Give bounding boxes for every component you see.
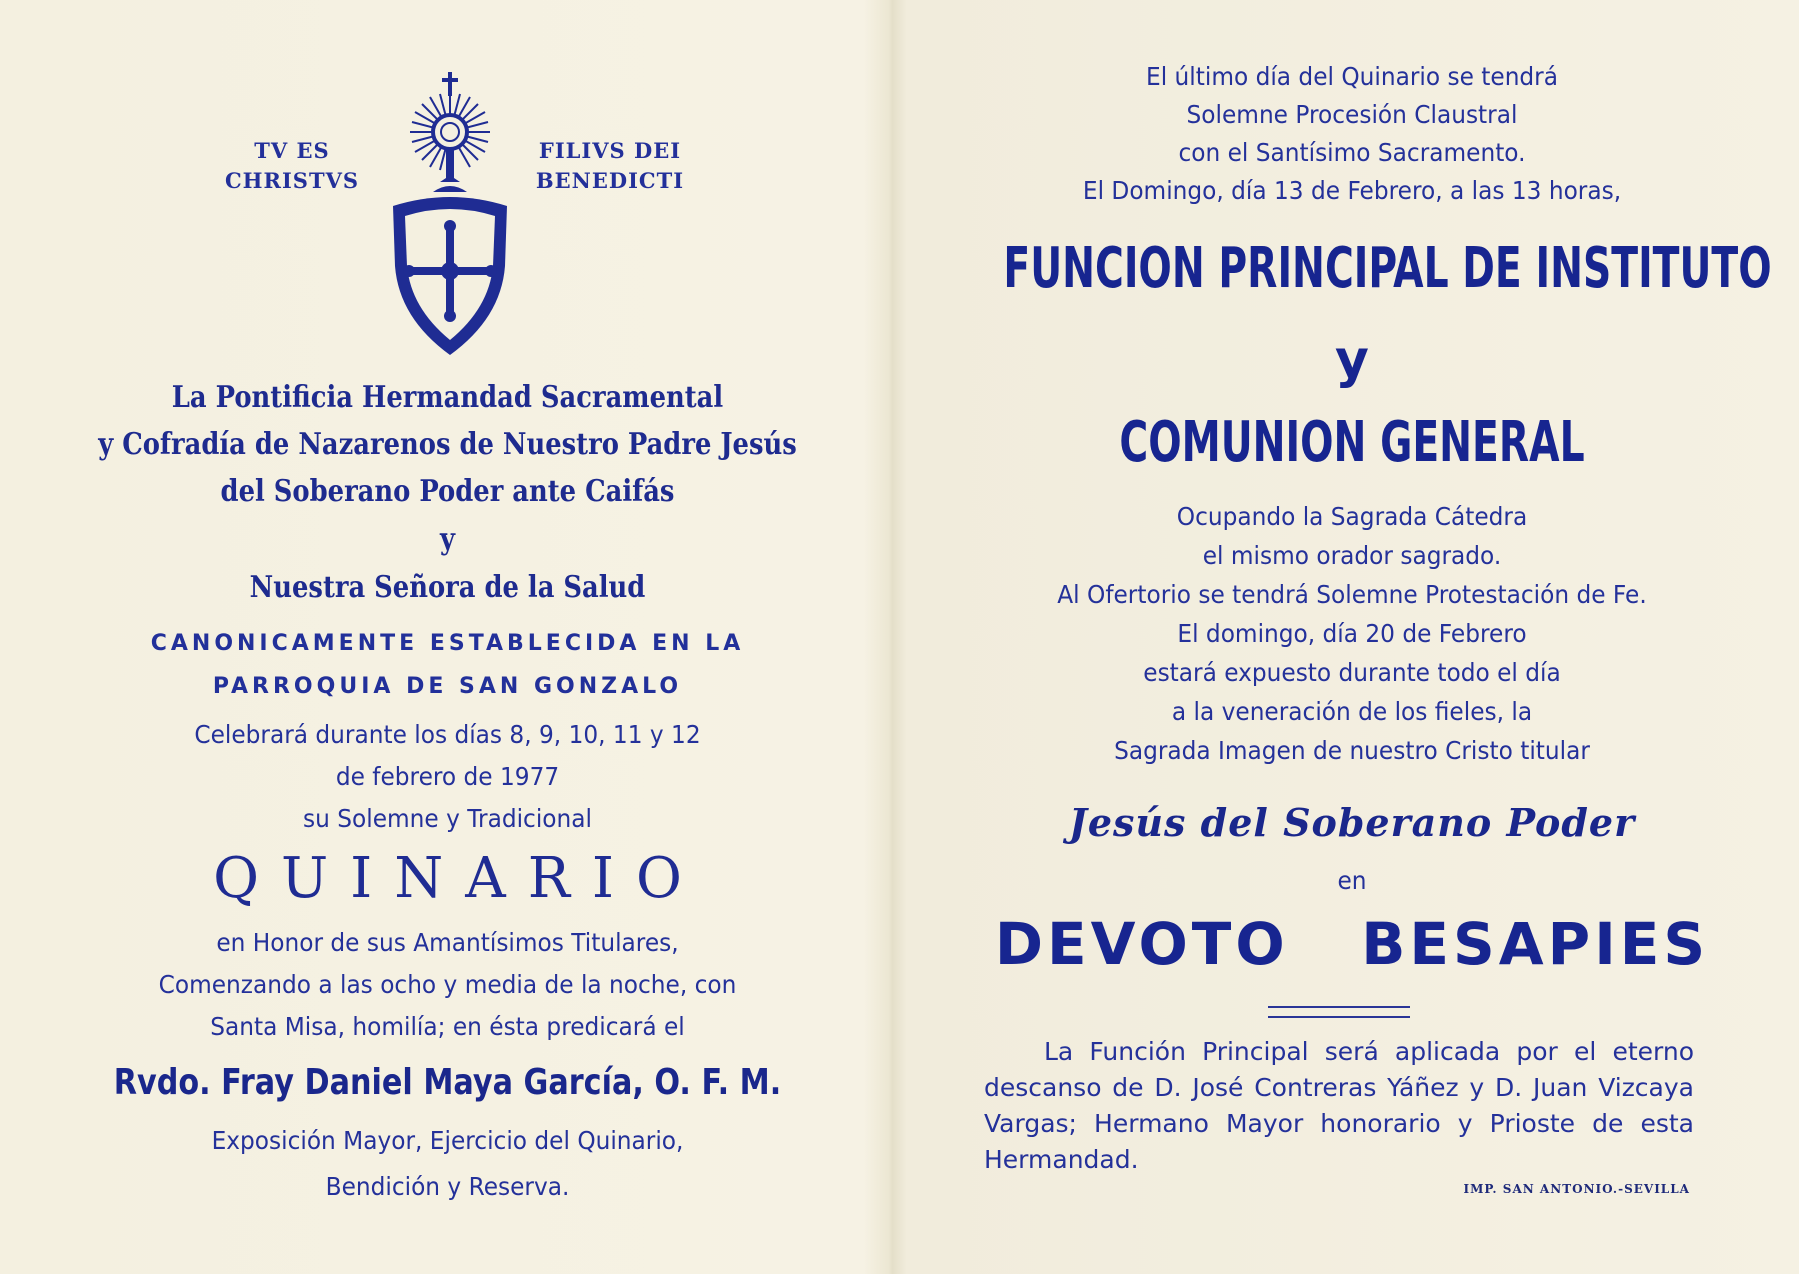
closing-line-1: Exposición Mayor, Ejercicio del Quinario, bbox=[211, 1126, 684, 1155]
headline-conjunction: y bbox=[1335, 330, 1369, 390]
details-line-7: Sagrada Imagen de nuestro Cristo titular bbox=[1114, 736, 1590, 765]
details-line-3: Al Ofertorio se tendrá Solemne Protestación de Fe. bbox=[1057, 580, 1647, 609]
brotherhood-line-4: Nuestra Señora de la Salud bbox=[249, 570, 646, 605]
motto-right: FILIVS DEI BENEDICTI bbox=[535, 138, 685, 193]
details-line-4: El domingo, día 20 de Febrero bbox=[1177, 619, 1527, 648]
details-line-1: Ocupando la Sagrada Cátedra bbox=[1176, 502, 1528, 531]
established-line-2: PARROQUIA DE SAN GONZALO bbox=[212, 674, 683, 699]
honor-line-1: en Honor de sus Amantísimos Titulares, bbox=[216, 928, 679, 957]
dedication-text: La Función Principal será aplicada por el eterno descanso de D. José Contreras Yáñez y D. Juan Vizcaya Vargas; Hermano Mayor honorario y Prioste de esta Hermandad. bbox=[984, 1037, 1694, 1174]
established-line-1: CANONICAMENTE ESTABLECIDA EN LA bbox=[150, 631, 745, 656]
intro-line-2: Solemne Procesión Claustral bbox=[1186, 100, 1518, 129]
honor-line-2: Comenzando a las ocho y media de la noche, con bbox=[158, 970, 737, 999]
image-title: Jesús del Soberano Poder bbox=[1068, 800, 1636, 845]
celebration-line-1: Celebrará durante los días 8, 9, 10, 11 y 12 bbox=[194, 720, 701, 749]
celebration-line-3: su Solemne y Tradicional bbox=[303, 804, 592, 833]
motto-left: TV ES CHRISTVS bbox=[224, 138, 360, 193]
brotherhood-line-3: del Soberano Poder ante Caifás bbox=[220, 474, 675, 509]
double-rule-divider bbox=[1268, 1006, 1410, 1018]
intro-line-3: con el Santísimo Sacramento. bbox=[1178, 138, 1526, 167]
brotherhood-conjunction: y bbox=[440, 522, 455, 557]
intro-line-1: El último día del Quinario se tendrá bbox=[1146, 62, 1558, 91]
brotherhood-line-2: y Cofradía de Nazarenos de Nuestro Padre Jesús bbox=[98, 427, 797, 462]
details-line-5: estará expuesto durante todo el día bbox=[1143, 658, 1561, 687]
brotherhood-line-1: La Pontificia Hermandad Sacramental bbox=[171, 380, 724, 415]
headline-comunion-general: COMUNION GENERAL bbox=[1119, 410, 1585, 475]
closing-line-2: Bendición y Reserva. bbox=[325, 1172, 570, 1201]
celebration-line-2: de febrero de 1977 bbox=[335, 762, 560, 791]
left-panel bbox=[0, 0, 895, 1274]
preacher-name: Rvdo. Fray Daniel Maya García, O. F. M. bbox=[113, 1062, 782, 1103]
printer-imprint: IMP. SAN ANTONIO.-SEVILLA bbox=[1463, 1182, 1690, 1196]
intro-line-4: El Domingo, día 13 de Febrero, a las 13 horas, bbox=[1082, 176, 1622, 205]
honor-line-3: Santa Misa, homilía; en ésta predicará el bbox=[210, 1012, 685, 1041]
dedication-paragraph bbox=[984, 1034, 1694, 1178]
besapies-title: DEVOTO BESAPIES bbox=[994, 910, 1710, 978]
details-line-2: el mismo orador sagrado. bbox=[1202, 541, 1502, 570]
headline-funcion-principal: FUNCION PRINCIPAL DE INSTITUTO bbox=[1003, 236, 1772, 301]
details-line-6: a la veneración de los fieles, la bbox=[1171, 697, 1533, 726]
monstrance-and-cross-shield-icon bbox=[385, 70, 515, 360]
quinario-title: QUINARIO bbox=[213, 846, 704, 911]
image-title-en: en bbox=[1337, 866, 1367, 895]
